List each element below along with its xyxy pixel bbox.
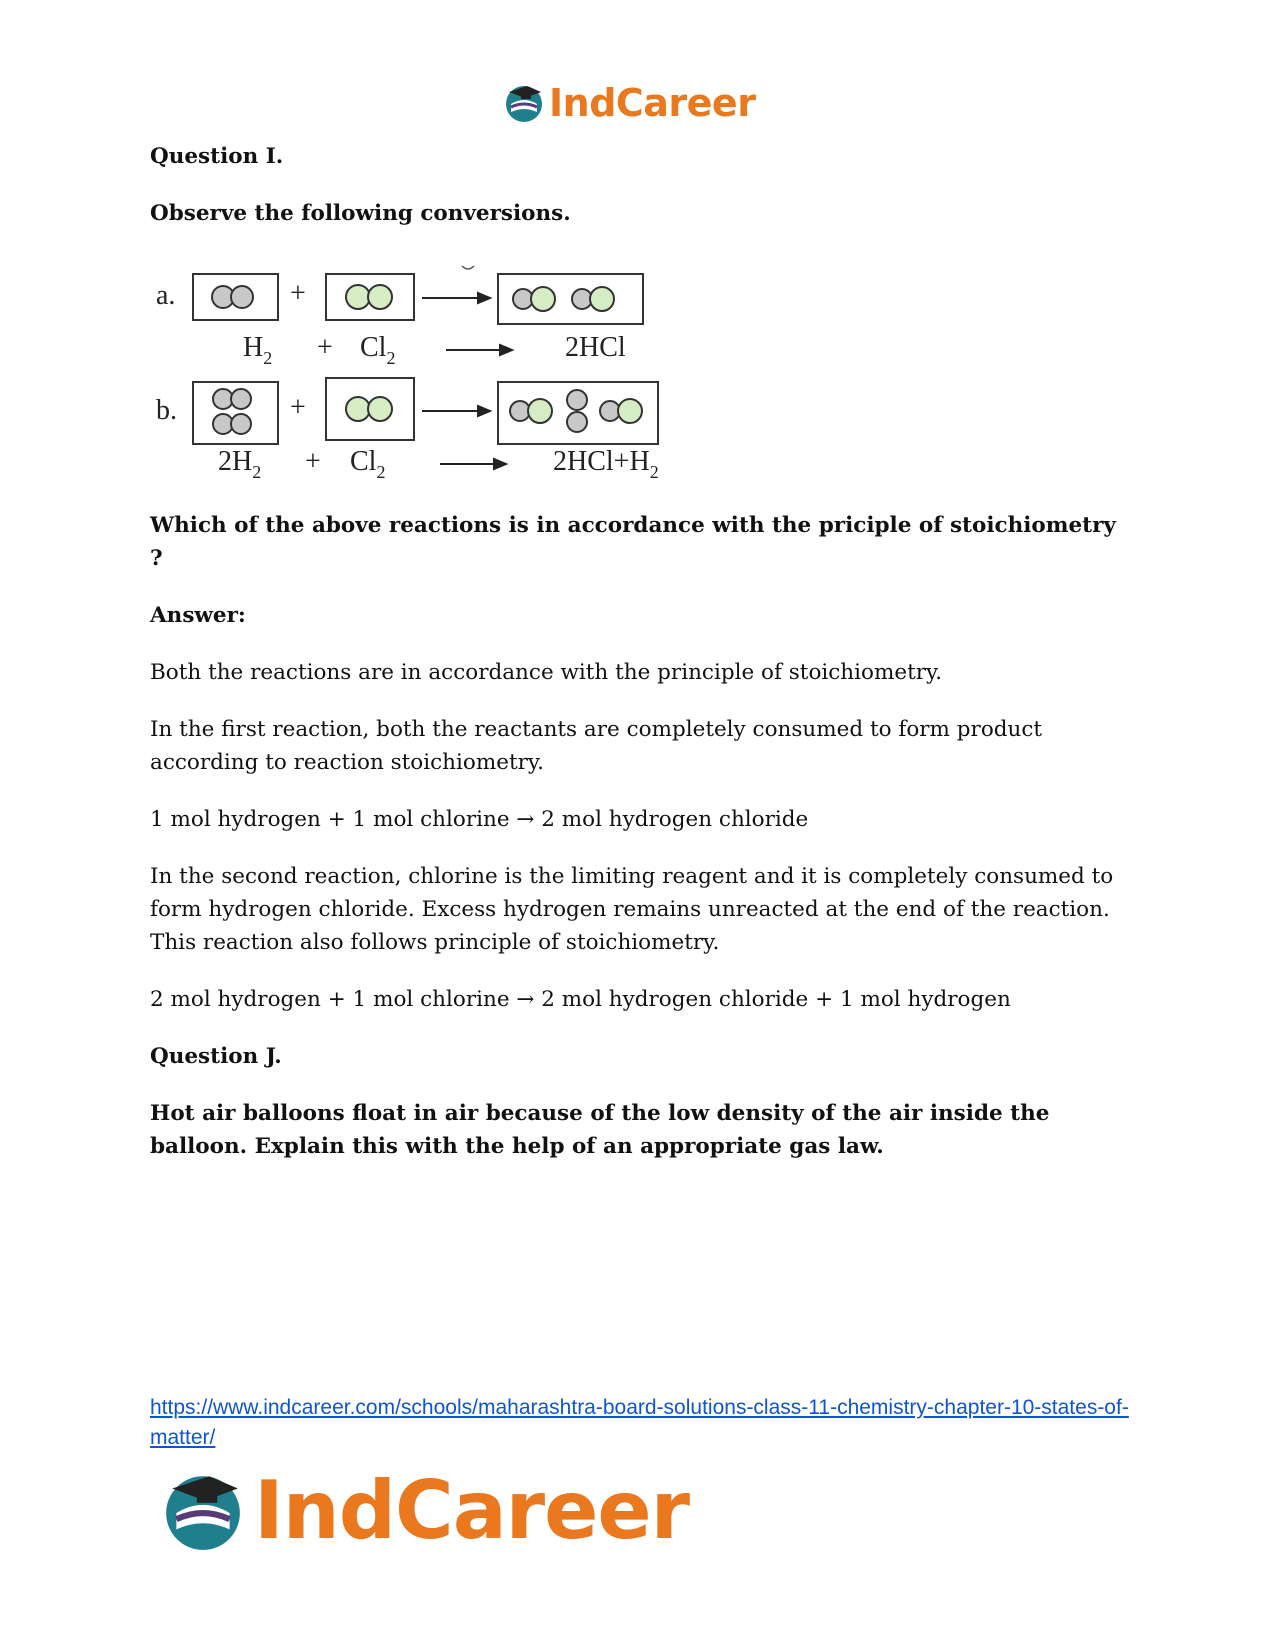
row-a-product: 2HCl [565, 332, 626, 363]
row-b-plus-sign: + [290, 392, 306, 423]
row-b-reactant-1: $2H_2$ [218, 446, 262, 482]
graduation-book-globe-icon [503, 82, 545, 124]
document-body [150, 140, 1130, 1187]
graduation-book-globe-icon [160, 1468, 246, 1554]
question-i-question: Which of the above reactions is in accordance with the priciple of stoichiometry ? [150, 513, 1116, 571]
row-b-product: $2HCl+H_2$ [553, 446, 659, 482]
footer-logo-text: IndCareer [254, 1464, 690, 1557]
row-a-plus-label: + [317, 332, 333, 363]
reaction-diagram [150, 254, 710, 482]
header-logo-text: IndCareer [549, 81, 756, 125]
header-logo [503, 80, 755, 126]
answer-equation: 1 mol hydrogen + 1 mol chlorine → 2 mol hydrogen chloride [150, 807, 809, 832]
question-i-prompt: Observe the following conversions. [150, 201, 571, 226]
answer-label: Answer: [150, 603, 246, 628]
row-b-letter: b. [156, 395, 177, 426]
answer-paragraph: Both the reactions are in accordance with the principle of stoichiometry. [150, 660, 943, 685]
question-j-title: Question J. [150, 1044, 282, 1069]
footer-logo [160, 1466, 689, 1556]
row-b-reactant-2: $Cl_2$ [350, 446, 386, 482]
row-a-reactant-1: $H_2$ [243, 332, 273, 368]
row-a-reactant-2: $Cl_2$ [360, 332, 396, 368]
answer-paragraph: In the second reaction, chlorine is the limiting reagent and it is completely consumed to form hydrogen chloride. Excess hydrogen remains unreacted at the end of the reaction. This reaction also follows principle of stoichiometry. [150, 864, 1114, 955]
answer-equation: 2 mol hydrogen + 1 mol chlorine → 2 mol hydrogen chloride + 1 mol hydrogen [150, 987, 1011, 1012]
row-a-letter: a. [156, 280, 176, 311]
row-b-plus-label: + [305, 446, 321, 477]
source-link[interactable]: https://www.indcareer.com/schools/maharashtra-board-solutions-class-11-chemistry-chapter-10-states-of-matter/ [150, 1396, 1129, 1449]
question-i-title: Question I. [150, 144, 284, 169]
question-j-question: Hot air balloons float in air because of the low density of the air inside the balloon. Explain this with the help of an appropriate gas law. [150, 1101, 1050, 1159]
answer-paragraph: In the first reaction, both the reactants are completely consumed to form product according to reaction stoichiometry. [150, 717, 1043, 775]
row-a-plus-sign: + [290, 278, 306, 309]
